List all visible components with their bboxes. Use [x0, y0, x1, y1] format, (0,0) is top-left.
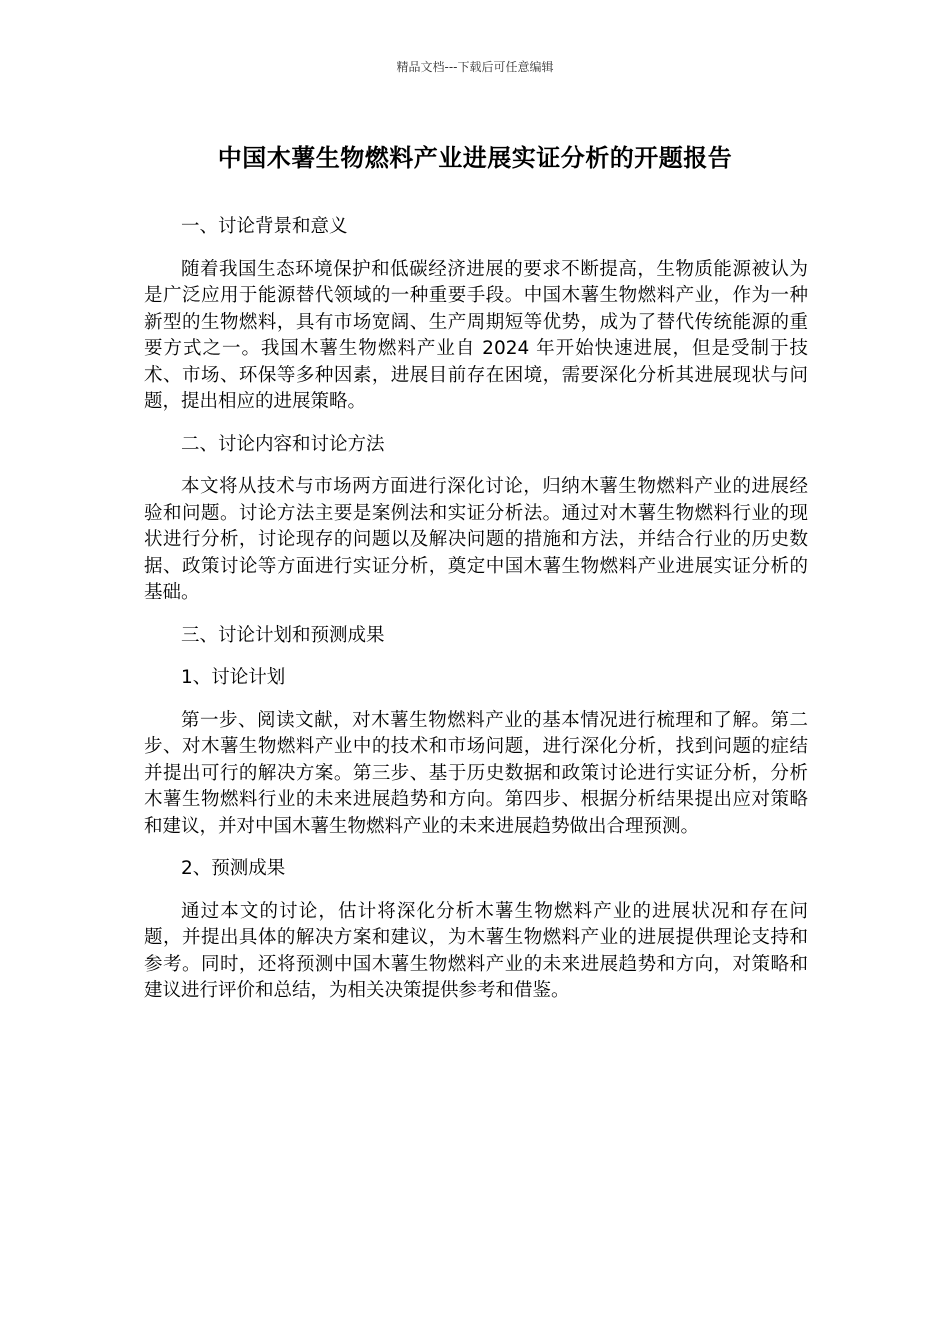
header-note: 精品文档---下载后可任意编辑 [396, 60, 554, 74]
subsection-paragraph-plan: 第一步、阅读文献，对木薯生物燃料产业的基本情况进行梳理和了解。第二步、对木薯生物燃料产业中的技术和市场问题，进行深化分析，找到问题的症结并提出可行的解决方案。第三步、基于历史数据和政策讨论进行实证分析，分析木薯生物燃料行业的未来进展趋势和方向。第四步、根据分析结果提出应对策略和建议，并对中国木薯生物燃料产业的未来进展趋势做出合理预测。 [144, 709, 808, 837]
subsection-heading-expected-results: 2、预测成果 [181, 858, 286, 879]
document-title: 中国木薯生物燃料产业进展实证分析的开题报告 [217, 144, 733, 172]
section-heading-plan-results: 三、讨论计划和预测成果 [181, 624, 385, 646]
subsection-heading-plan: 1、讨论计划 [181, 667, 286, 688]
document-body [144, 214, 808, 1021]
section-paragraph-background: 随着我国生态环境保护和低碳经济进展的要求不断提高，生物质能源被认为是广泛应用于能源替代领域的一种重要手段。中国木薯生物燃料产业，作为一种新型的生物燃料，具有市场宽阔、生产周期短等优势，成为了替代传统能源的重要方式之一。我国木薯生物燃料产业自 2024 年开始快速进展，但是受制于技术、市场、环保等多种因素，进展目前存在困境，需要深化分析其进展现状与问题，提出相应的进展策略。 [144, 258, 808, 412]
subsection-paragraph-expected-results: 通过本文的讨论，估计将深化分析木薯生物燃料产业的进展状况和存在问题，并提出具体的解决方案和建议，为木薯生物燃料产业的进展提供理论支持和参考。同时，还将预测中国木薯生物燃料产业的未来进展趋势和方向，对策略和建议进行评价和总结，为相关决策提供参考和借鉴。 [144, 900, 808, 1001]
section-heading-background: 一、讨论背景和意义 [181, 216, 348, 237]
section-paragraph-content-method: 本文将从技术与市场两方面进行深化讨论，归纳木薯生物燃料产业的进展经验和问题。讨论方法主要是案例法和实证分析法。通过对木薯生物燃料行业的现状进行分析，讨论现存的问题以及解决问题的措施和方法，并结合行业的历史数据、政策讨论等方面进行实证分析，奠定中国木薯生物燃料产业进展实证分析的基础。 [144, 476, 808, 603]
section-heading-content-method: 二、讨论内容和讨论方法 [181, 433, 385, 455]
